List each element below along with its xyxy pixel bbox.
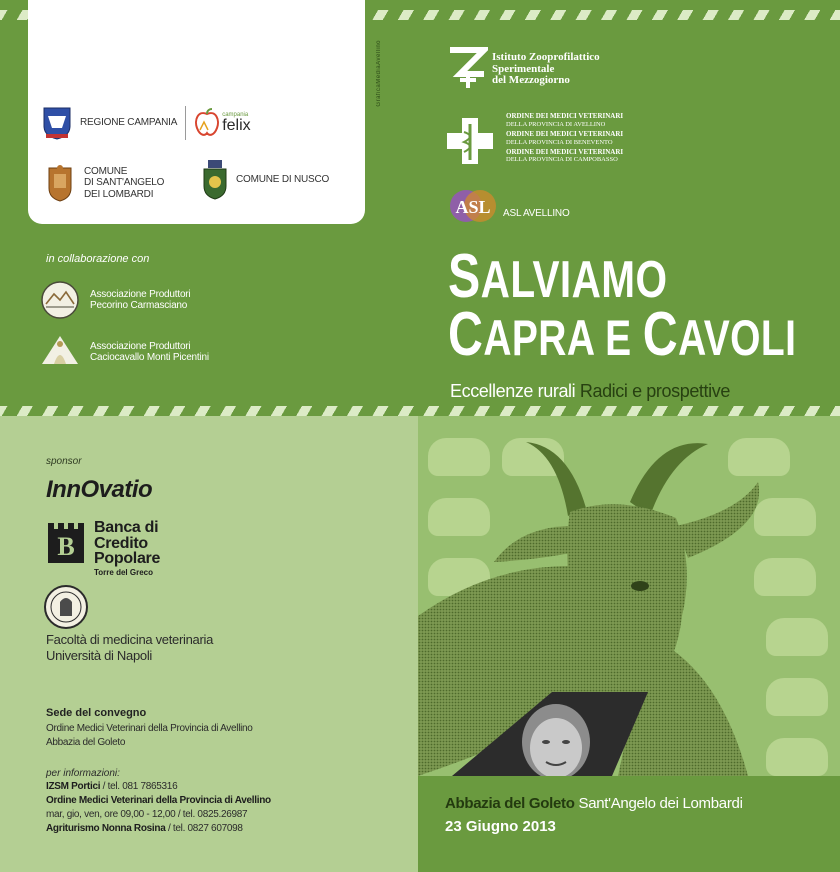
caciocavallo-association-text: Associazione Produttori Caciocavallo Monti Picentini [90, 340, 209, 363]
venue-heading: Sede del convegno [46, 707, 147, 719]
faculty-name: Facoltà di medicina veterinaria Università di Napoli [46, 632, 214, 663]
izs-name: Istituto Zooprofilattico Sperimentale del Mezzogiorno [492, 51, 600, 87]
regione-campania-label: REGIONE CAMPANIA [80, 117, 178, 129]
event-date: 23 Giugno 2013 [445, 818, 556, 835]
partner-logo-card [28, 0, 365, 224]
caciocavallo-association-logo-icon [40, 332, 80, 372]
venue-line-2: Abbazia del Goleto [46, 737, 126, 748]
sant-angelo-crest-icon [46, 164, 74, 202]
info-line-ordine: Ordine Medici Veterinari della Provincia di Avellino [46, 795, 271, 806]
comune-sant-angelo-row [46, 164, 164, 202]
event-subtitle: Eccellenze rurali Radici e prospettive [450, 381, 730, 401]
elderly-woman-portrait [452, 692, 648, 776]
order-campobasso: ORDINE DEI MEDICI VETERINARI DELLA PROVINCIA DI CAMPOBASSO [506, 147, 624, 164]
association-pecorino [40, 280, 190, 320]
title-line-1: SALVIAMO [448, 242, 668, 311]
izs-logo-icon [446, 46, 488, 92]
venue-line-1: Ordine Medici Veterinari della Provincia di Avellino [46, 723, 253, 734]
event-place: Abbazia del Goleto Sant'Angelo dei Lombardi [445, 795, 743, 812]
middle-stripe [0, 406, 840, 416]
pecorino-association-logo-icon [40, 280, 80, 320]
graphic-credit: GraficaMediaAvellino [376, 40, 382, 107]
comune-nusco-row [202, 160, 329, 200]
info-line-izsm: IZSM Portici / tel. 081 7865316 [46, 781, 178, 792]
association-caciocavallo [40, 332, 209, 372]
nusco-crest-icon [202, 160, 228, 200]
event-title [448, 242, 840, 370]
innovatio-logo: InnOvatio [46, 476, 153, 503]
campania-felix-apple-icon [194, 108, 220, 138]
bank-name: Banca di Credito Popolare [94, 519, 161, 568]
university-seal-icon [43, 584, 89, 630]
asl-logo-icon [448, 186, 498, 226]
info-line-hours: mar, gio, ven, ore 09,00 - 12,00 / tel. 0825.26987 [46, 809, 248, 820]
sponsor-label: sponsor [46, 456, 82, 467]
pecorino-association-text: Associazione Produttori Pecorino Carmasciano [90, 288, 191, 311]
regione-campania-row [42, 106, 251, 140]
svg-text:B: B [57, 532, 75, 561]
info-label: per informazioni: [46, 768, 120, 779]
veterinary-order-cross-icon [445, 116, 495, 166]
asl-avellino-label: ASL AVELLINO [503, 208, 570, 219]
bank-location: Torre del Greco [94, 568, 153, 577]
logo-divider [185, 106, 186, 140]
info-line-agriturismo: Agriturismo Nonna Rosina / tel. 0827 607098 [46, 823, 243, 834]
comune-nusco-label: COMUNE DI NUSCO [236, 174, 330, 186]
svg-text:ASL: ASL [455, 197, 491, 217]
collaboration-label: in collaborazione con [46, 253, 150, 265]
order-avellino: ORDINE DEI MEDICI VETERINARI DELLA PROVINCIA DI AVELLINO [506, 112, 624, 128]
order-benevento: ORDINE DEI MEDICI VETERINARI DELLA PROVINCIA DI BENEVENTO [506, 129, 624, 146]
bank-tower-logo-icon [46, 521, 90, 565]
regione-campania-emblem-icon [42, 106, 72, 140]
veterinary-orders-list [506, 113, 623, 163]
title-line-2: CAPRA E CAVOLI [448, 300, 797, 370]
comune-sant-angelo-label: COMUNE DI SANT'ANGELO DEI LOMBARDI [84, 165, 165, 200]
campania-felix-wordmark: campania felix [222, 112, 251, 134]
